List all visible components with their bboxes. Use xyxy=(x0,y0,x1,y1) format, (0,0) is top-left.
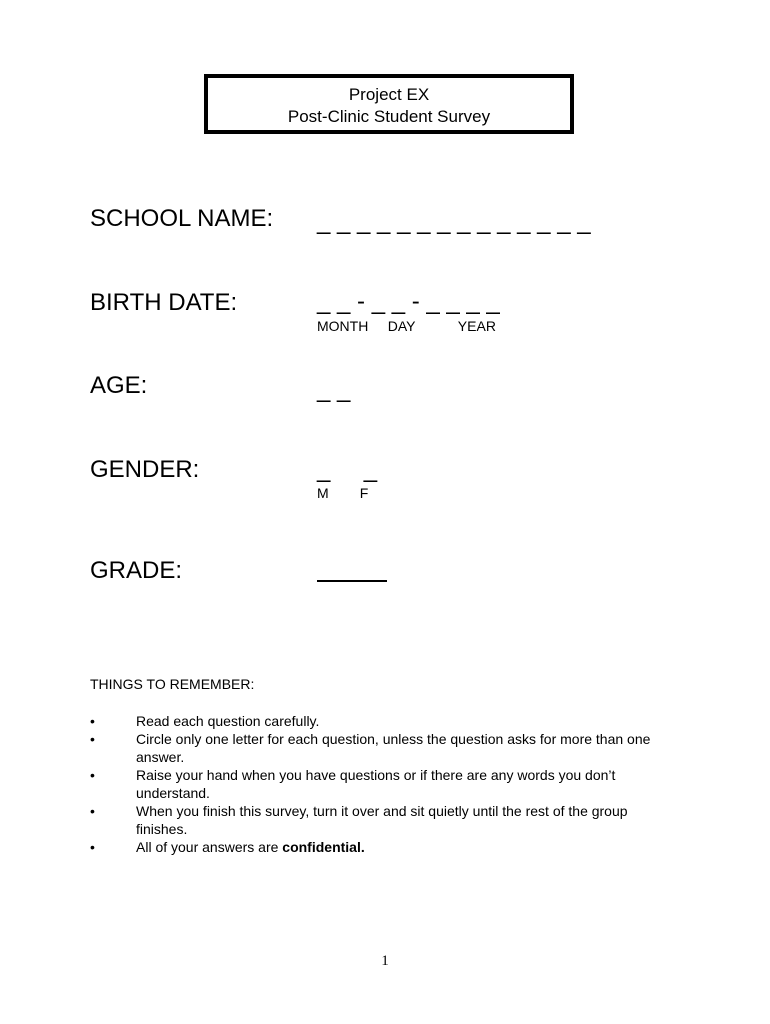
age-label: AGE: xyxy=(90,372,148,399)
grade-label: GRADE: xyxy=(90,557,183,584)
bullet-icon: • xyxy=(90,839,95,855)
list-item xyxy=(90,766,680,802)
project-title: Project EX xyxy=(348,85,430,104)
list-item xyxy=(90,838,680,856)
bullet-icon: • xyxy=(90,731,95,747)
page-number: 1 xyxy=(381,953,389,969)
list-item-text: When you finish this survey, turn it over and sit quietly until the rest of the group finishes. xyxy=(136,803,628,837)
list-item-text: Circle only one letter for each question, unless the question asks for more than one answer. xyxy=(136,731,651,765)
survey-title: Post-Clinic Student Survey xyxy=(287,107,491,126)
birth-date-sublabels: MONTH DAY YEAR xyxy=(317,318,496,334)
confidential-emphasis: confidential. xyxy=(282,839,365,855)
gender-label: GENDER: xyxy=(90,456,200,483)
remember-list xyxy=(90,712,680,856)
bullet-icon: • xyxy=(90,713,95,729)
bullet-icon: • xyxy=(90,767,95,783)
gender-blank[interactable]: _ _ xyxy=(317,456,378,483)
list-item xyxy=(90,712,680,730)
remember-heading: THINGS TO REMEMBER: xyxy=(90,676,255,692)
list-item xyxy=(90,730,680,766)
gender-sublabels: M F xyxy=(317,485,369,501)
school-name-label: SCHOOL NAME: xyxy=(90,205,274,232)
grade-blank-line[interactable] xyxy=(317,580,387,582)
bullet-icon: • xyxy=(90,803,95,819)
birth-date-blank[interactable]: _ _ - _ _ - _ _ _ _ xyxy=(317,288,500,315)
list-item xyxy=(90,802,680,838)
list-item-text: Read each question carefully. xyxy=(136,713,320,729)
school-name-blank[interactable]: _ _ _ _ _ _ _ _ _ _ _ _ _ _ xyxy=(317,208,591,235)
survey-title-box xyxy=(204,74,574,134)
list-item-text-prefix: All of your answers are xyxy=(136,839,283,855)
list-item-text: Raise your hand when you have questions or if there are any words you don’t understand. xyxy=(136,767,616,801)
age-blank[interactable]: _ _ xyxy=(317,376,351,403)
birth-date-label: BIRTH DATE: xyxy=(90,289,238,316)
